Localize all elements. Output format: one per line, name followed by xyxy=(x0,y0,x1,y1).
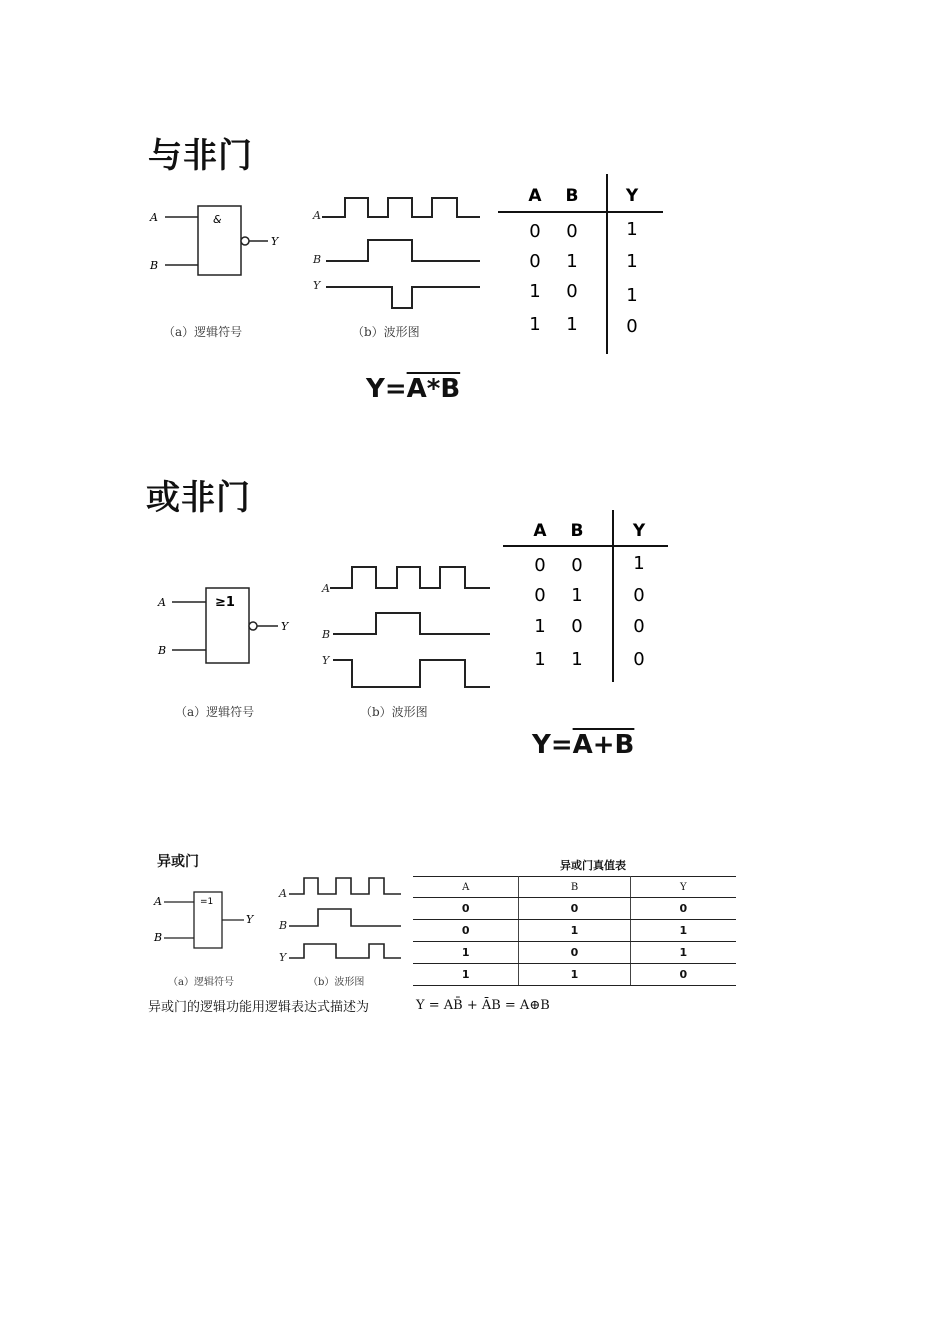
xor-logic-symbol xyxy=(153,892,255,948)
xor-tt-header-y: Y xyxy=(630,877,736,898)
nor-tt-header-b: B xyxy=(570,521,584,541)
xor-table-title: 异或门真值表 xyxy=(560,859,626,872)
nor-wave-b xyxy=(333,613,490,634)
nand-tt-cell: 1 xyxy=(529,314,541,335)
nor-waveform xyxy=(321,567,490,687)
xor-tt-cell: 0 xyxy=(519,898,630,920)
table-row xyxy=(413,877,736,898)
xor-pin-a: A xyxy=(154,895,162,908)
nand-formula xyxy=(366,374,460,404)
nor-tt-cell: 0 xyxy=(571,616,583,637)
nor-formula xyxy=(532,730,634,760)
nand-tt-cell: 1 xyxy=(566,251,578,272)
nor-logic-symbol xyxy=(157,588,290,663)
nand-wave-label-b: B xyxy=(313,253,322,266)
xor-caption-symbol: （a）逻辑符号 xyxy=(168,977,234,988)
nor-wave-label-a: A xyxy=(322,582,330,595)
table-row xyxy=(413,964,736,986)
xor-tt-cell: 0 xyxy=(413,920,519,942)
nand-wave-label-y: Y xyxy=(313,279,321,292)
nand-caption-wave: （b）波形图 xyxy=(352,325,420,339)
xor-truth-table xyxy=(413,876,736,986)
xor-tt-header-a: A xyxy=(413,877,519,898)
nand-caption-symbol: （a）逻辑符号 xyxy=(163,325,243,339)
xor-pin-b: B xyxy=(154,931,163,944)
nand-pin-b: B xyxy=(150,259,159,272)
xor-tt-header-b: B xyxy=(519,877,630,898)
xor-wave-label-a: A xyxy=(279,887,287,900)
nor-truth-table xyxy=(500,508,675,686)
xor-tt-cell: 0 xyxy=(413,898,519,920)
nand-tt-cell: 1 xyxy=(566,314,578,335)
nand-tt-cell: 1 xyxy=(626,219,638,240)
nor-tt-cell: 1 xyxy=(571,649,583,670)
table-row xyxy=(413,898,736,920)
nor-tt-cell: 0 xyxy=(633,649,645,670)
xor-tt-cell: 1 xyxy=(519,920,630,942)
nand-pin-a: A xyxy=(150,211,158,224)
nand-logic-symbol xyxy=(149,206,280,275)
nand-wave-label-a: A xyxy=(313,209,321,222)
nor-tt-cell: 0 xyxy=(633,616,645,637)
xor-caption-wave: （b）波形图 xyxy=(308,977,365,988)
nand-tt-cell: 1 xyxy=(626,251,638,272)
nand-gate-symbol: & xyxy=(213,213,222,226)
nand-tt-cell: 0 xyxy=(529,251,541,272)
nand-tt-cell: 1 xyxy=(626,285,638,306)
nor-tt-cell: 0 xyxy=(633,585,645,606)
xor-title: 异或门 xyxy=(157,854,199,870)
xor-tt-cell: 1 xyxy=(519,964,630,986)
nor-pin-y: Y xyxy=(281,620,289,633)
nand-tt-cell: 0 xyxy=(566,281,578,302)
xor-gate-symbol: =1 xyxy=(200,897,214,907)
xor-pin-y: Y xyxy=(246,913,254,926)
nor-tt-cell: 0 xyxy=(534,555,546,576)
nor-caption-symbol: （a）逻辑符号 xyxy=(175,705,255,719)
nor-tt-header-y: Y xyxy=(632,521,646,541)
xor-tt-cell: 1 xyxy=(630,942,736,964)
xor-tt-cell: 1 xyxy=(413,964,519,986)
nor-diagram xyxy=(150,560,500,695)
nor-tt-header-a: A xyxy=(533,521,547,541)
nand-formula-lhs: Y= xyxy=(366,374,407,404)
nor-tt-cell: 1 xyxy=(534,616,546,637)
nand-tt-header-y: Y xyxy=(625,186,639,206)
nor-tt-cell: 1 xyxy=(571,585,583,606)
nor-tt-cell: 1 xyxy=(633,553,645,574)
nand-pin-y: Y xyxy=(271,235,279,248)
xor-tt-cell: 1 xyxy=(413,942,519,964)
nor-tt-cell: 0 xyxy=(534,585,546,606)
nand-tt-cell: 0 xyxy=(626,316,638,337)
nand-wave-a xyxy=(322,198,480,217)
nor-wave-y xyxy=(333,660,490,687)
nor-pin-a: A xyxy=(158,596,166,609)
nand-truth-table xyxy=(495,172,670,357)
xor-description: 异或门的逻辑功能用逻辑表达式描述为 xyxy=(148,1000,370,1015)
nor-wave-label-b: B xyxy=(322,628,331,641)
xor-waveform xyxy=(278,878,401,964)
xor-wave-a xyxy=(289,878,401,894)
nand-tt-cell: 1 xyxy=(529,281,541,302)
nand-title: 与非门 xyxy=(148,136,253,176)
nor-title: 或非门 xyxy=(146,478,251,518)
nor-formula-lhs: Y= xyxy=(532,730,573,760)
xor-formula: Y = AB̄ + ĀB = A⊕B xyxy=(416,998,550,1013)
nand-formula-rhs: A*B xyxy=(406,374,461,404)
nor-tt-cell: 1 xyxy=(534,649,546,670)
nor-gate-symbol: ≥1 xyxy=(215,595,235,610)
nor-caption-wave: （b）波形图 xyxy=(360,705,428,719)
nor-pin-b: B xyxy=(158,644,167,657)
xor-wave-label-y: Y xyxy=(279,951,287,964)
nand-wave-y xyxy=(326,287,480,308)
nand-tt-cell: 0 xyxy=(566,221,578,242)
nor-tt-cell: 0 xyxy=(571,555,583,576)
nor-wave-label-y: Y xyxy=(322,654,330,667)
nand-tt-header-b: B xyxy=(565,186,579,206)
xor-tt-cell: 1 xyxy=(630,920,736,942)
xor-tt-cell: 0 xyxy=(630,898,736,920)
nor-wave-a xyxy=(330,567,490,588)
table-row xyxy=(413,920,736,942)
xor-wave-b xyxy=(289,909,401,926)
xor-tt-cell: 0 xyxy=(519,942,630,964)
xor-wave-label-b: B xyxy=(279,919,288,932)
xor-wave-y xyxy=(289,944,401,958)
table-row xyxy=(413,942,736,964)
xor-tt-cell: 0 xyxy=(630,964,736,986)
nand-waveform xyxy=(312,198,480,308)
nand-tt-cell: 0 xyxy=(529,221,541,242)
nand-wave-b xyxy=(326,240,480,261)
nor-formula-rhs: A+B xyxy=(572,730,635,760)
xor-diagram xyxy=(148,872,410,972)
nand-tt-header-a: A xyxy=(528,186,542,206)
